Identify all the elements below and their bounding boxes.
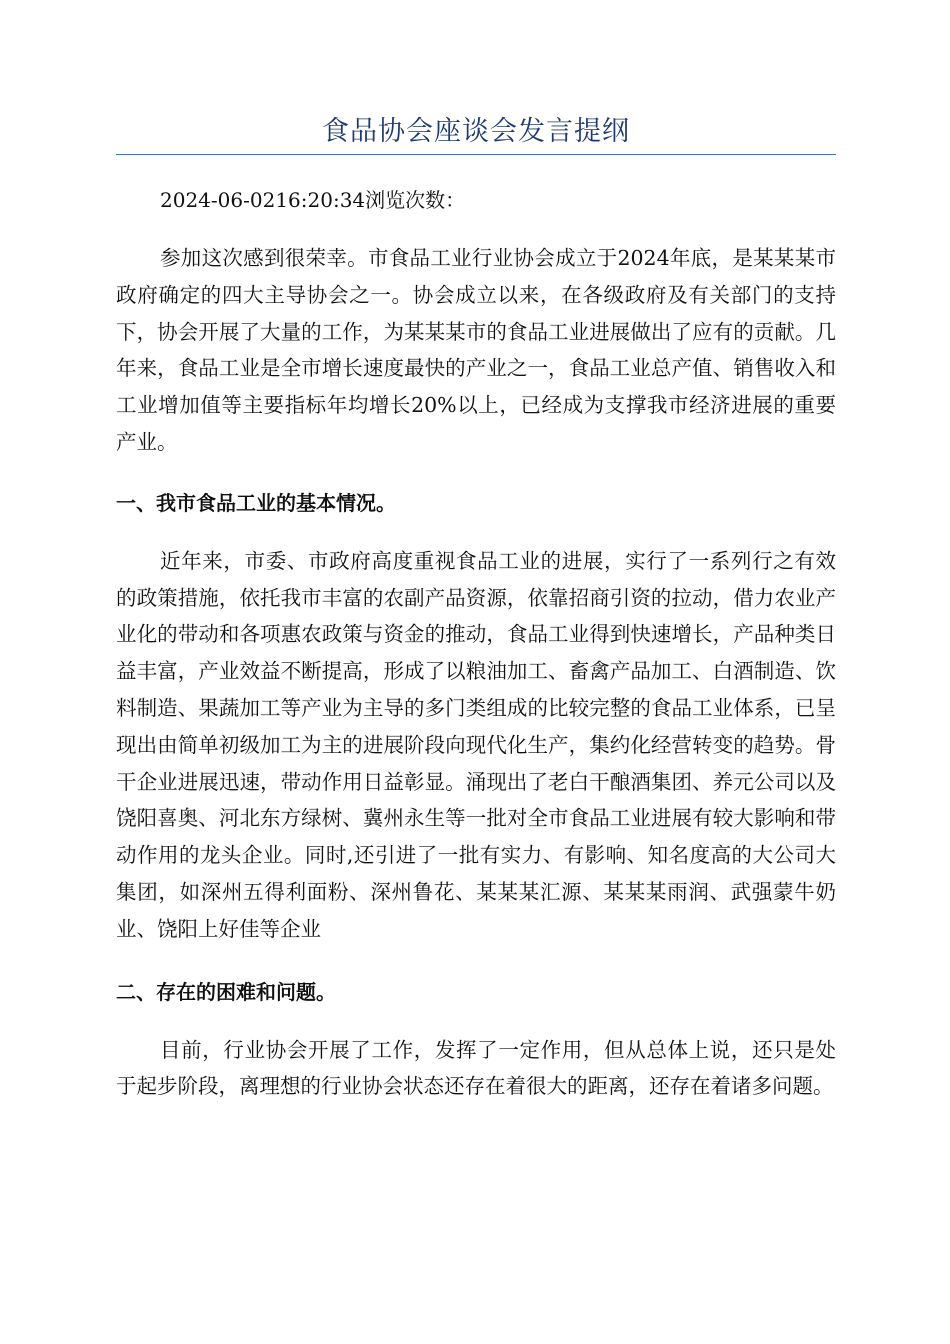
title-underline — [116, 154, 836, 155]
paragraph-basic-situation: 近年来，市委、市政府高度重视食品工业的进展，实行了一系列行之有效的政策措施，依托我市丰富的农副产品资源，依靠招商引资的拉动，借力农业产业化的带动和各项惠农政策与资金的推动，食品工业得到快速增长，产品种类日益丰富，产业效益不断提高，形成了以粮油加工、畜禽产品加工、白酒制造、饮料制造、果蔬加工等产业为主导的多门类组成的比较完整的食品工业体系，已呈现出由简单初级加工为主的进展阶段向现代化生产，集约化经营转变的趋势。骨干企业进展迅速，带动作用日益彰显。涌现出了老白干酿酒集团、养元公司以及饶阳喜奥、河北东方绿树、冀州永生等一批对全市食品工业进展有较大影响和带动作用的龙头企业。同时,还引进了一批有实力、有影响、知名度高的大公司大集团，如深州五得利面粉、深州鲁花、某某某汇源、某某某雨润、武强蒙牛奶业、饶阳上好佳等企业 — [116, 548, 836, 941]
document-title: 食品协会座谈会发言提纲 — [322, 116, 630, 147]
section-heading-2: 二、存在的困难和问题。 — [116, 979, 336, 1004]
paragraph-intro: 参加这次感到很荣幸。市食品工业行业协会成立于2024年底，是某某某市政府确定的四大主导协会之一。协会成立以来，在各级政府及有关部门的支持下，协会开展了大量的工作，为某某某市的食品工业进展做出了应有的贡献。几年来，食品工业是全市增长速度最快的产业之一，食品工业总产值、销售收入和工业增加值等主要指标年均增长20%以上，已经成为支撑我市经济进展的重要产业。 — [116, 246, 836, 454]
publish-meta: 2024-06-0216:20:34浏览次数： — [160, 188, 466, 212]
document-page — [116, 0, 836, 1105]
section-heading-1: 一、我市食品工业的基本情况。 — [116, 490, 396, 515]
paragraph-problems: 目前，行业协会开展了工作，发挥了一定作用，但从总体上说，还只是处于起步阶段，离理想的行业协会状态还存在着很大的距离，还存在着诸多问题。 — [116, 1037, 836, 1099]
